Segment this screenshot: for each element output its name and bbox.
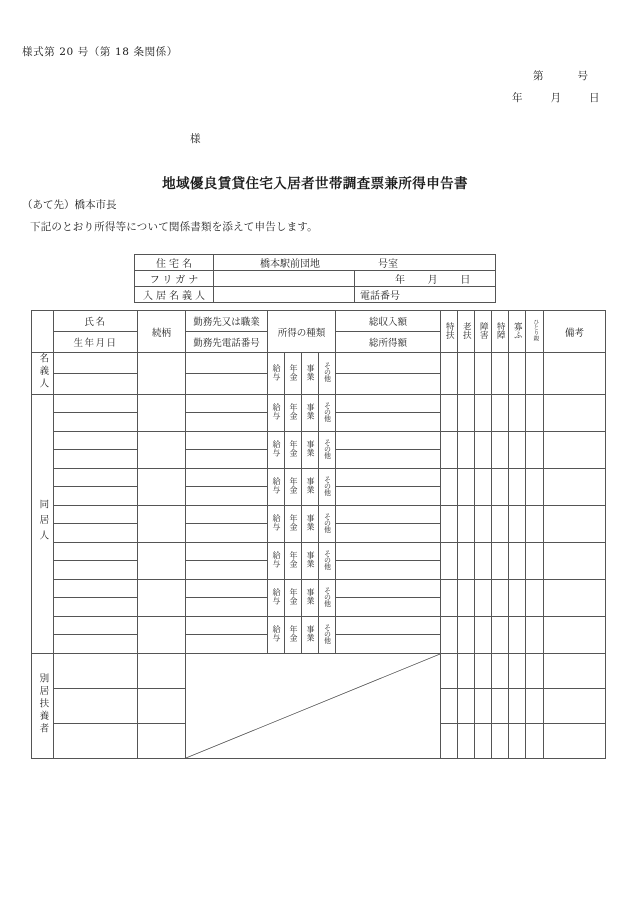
cell-roufu-bekkyo[interactable] xyxy=(458,688,475,723)
cell-roufu-bekkyo[interactable] xyxy=(458,723,475,758)
document-date-line xyxy=(512,90,600,105)
header-total-income: 総所得額 xyxy=(336,332,441,353)
group-label-meigi-nin: 名義人 xyxy=(32,353,54,395)
cell-tokufu-bekkyo[interactable] xyxy=(441,688,458,723)
cell-birthdate[interactable] xyxy=(54,598,138,617)
cell-kafu-bekkyo[interactable] xyxy=(509,653,526,688)
cell-work-phone[interactable] xyxy=(186,524,268,543)
furigana-input-cell[interactable] xyxy=(214,271,355,287)
table-row xyxy=(135,287,496,303)
cell-workplace[interactable] xyxy=(186,353,268,374)
cell-birthdate[interactable] xyxy=(54,561,138,580)
header-birthdate: 生年月日 xyxy=(54,332,138,353)
birthdate-input-cell[interactable] xyxy=(355,271,496,287)
cell-shougai[interactable] xyxy=(475,353,492,395)
header-income-kind: 所得の種類 xyxy=(268,311,336,353)
cell-name[interactable] xyxy=(54,542,138,561)
addressee-honorific: 様 xyxy=(190,133,201,145)
cell-hitorioya[interactable] xyxy=(526,394,544,431)
cell-name[interactable] xyxy=(54,616,138,635)
date-year-label: 年 xyxy=(512,92,523,104)
table-row xyxy=(32,394,606,413)
top-date-day-label: 日 xyxy=(460,275,471,286)
cell-gross-income[interactable] xyxy=(336,468,441,487)
cell-roufu[interactable] xyxy=(458,616,475,653)
cell-workplace[interactable] xyxy=(186,468,268,487)
page-title: 地域優良賃貸住宅入居者世帯調査票兼所得申告書 xyxy=(162,176,468,192)
top-date-month-label: 月 xyxy=(427,275,438,286)
table-row xyxy=(32,431,606,450)
cell-remarks[interactable] xyxy=(544,579,606,616)
cell-kafu[interactable] xyxy=(509,579,526,616)
addressed-to-line: （あて先）橋本市長 xyxy=(22,199,117,211)
cell-gross-income[interactable] xyxy=(336,579,441,598)
cell-work-phone[interactable] xyxy=(186,450,268,469)
date-day-label: 日 xyxy=(589,92,600,104)
header-work-phone: 勤務先電話番号 xyxy=(186,332,268,353)
cell-name[interactable] xyxy=(54,394,138,413)
cell-work-phone[interactable] xyxy=(186,413,268,432)
header-roufu: 老扶 xyxy=(458,311,475,353)
cell-tokufu[interactable] xyxy=(441,394,458,431)
cell-remarks[interactable] xyxy=(544,353,606,395)
cell-hitorioya[interactable] xyxy=(526,468,544,505)
date-month-label: 月 xyxy=(550,92,561,104)
cell-tokufu[interactable] xyxy=(441,468,458,505)
cell-birthdate[interactable] xyxy=(54,373,138,394)
cell-name[interactable] xyxy=(54,688,138,723)
dwelling-name-label: 住宅名 xyxy=(135,255,214,271)
income-kind-sonota[interactable]: その他 xyxy=(319,431,336,468)
cell-name[interactable] xyxy=(54,723,138,758)
cell-kafu[interactable] xyxy=(509,353,526,395)
cell-name[interactable] xyxy=(54,653,138,688)
cell-roufu[interactable] xyxy=(458,353,475,395)
cell-relation[interactable] xyxy=(138,653,186,688)
header-remarks: 備考 xyxy=(544,311,606,353)
struck-out-area xyxy=(186,653,441,758)
cell-kafu[interactable] xyxy=(509,468,526,505)
cell-tokufu[interactable] xyxy=(441,353,458,395)
cell-relation[interactable] xyxy=(138,542,186,579)
cell-shougai-bekkyo[interactable] xyxy=(475,688,492,723)
income-kind-kyuyo[interactable]: 給与 xyxy=(268,616,285,653)
cell-total-income[interactable] xyxy=(336,487,441,506)
income-kind-kyuyo[interactable]: 給与 xyxy=(268,505,285,542)
cell-tokushou[interactable] xyxy=(492,468,509,505)
header-relation: 続柄 xyxy=(138,311,186,353)
income-kind-kyuyo[interactable]: 給与 xyxy=(268,579,285,616)
cell-relation[interactable] xyxy=(138,505,186,542)
table-row xyxy=(135,255,496,271)
income-kind-jigyo[interactable]: 事業 xyxy=(302,394,319,431)
income-kind-nenkin[interactable]: 年金 xyxy=(285,394,302,431)
income-kind-kyuyo[interactable]: 給与 xyxy=(268,468,285,505)
table-row xyxy=(32,542,606,561)
cell-tokufu[interactable] xyxy=(441,579,458,616)
cell-relation[interactable] xyxy=(138,394,186,431)
cell-relation[interactable] xyxy=(138,579,186,616)
cell-workplace[interactable] xyxy=(186,542,268,561)
cell-workplace[interactable] xyxy=(186,394,268,413)
income-kind-nenkin[interactable]: 年金 xyxy=(285,431,302,468)
dwelling-name-value-cell[interactable] xyxy=(214,255,496,271)
dwelling-name-value: 橋本駅前団地 xyxy=(260,259,320,270)
cell-birthdate[interactable] xyxy=(54,635,138,654)
cell-tokushou[interactable] xyxy=(492,616,509,653)
cell-total-income[interactable] xyxy=(336,524,441,543)
cell-tokushou[interactable] xyxy=(492,431,509,468)
income-kind-sonota[interactable]: その他 xyxy=(319,394,336,431)
group-header-cell xyxy=(32,311,54,353)
form-number-label: 様式第 20 号（第 18 条関係） xyxy=(22,46,178,58)
income-kind-kyuyo[interactable]: 給与 xyxy=(268,353,285,395)
cell-hitorioya[interactable] xyxy=(526,542,544,579)
cell-roufu[interactable] xyxy=(458,505,475,542)
cell-kafu[interactable] xyxy=(509,616,526,653)
cell-kafu[interactable] xyxy=(509,505,526,542)
cell-gross-income[interactable] xyxy=(336,505,441,524)
cell-name[interactable] xyxy=(54,505,138,524)
cell-gross-income[interactable] xyxy=(336,616,441,635)
group-label-doukyo-nin: 同居人 xyxy=(32,394,54,653)
cell-total-income[interactable] xyxy=(336,635,441,654)
cell-gross-income[interactable] xyxy=(336,542,441,561)
cell-tokufu[interactable] xyxy=(441,616,458,653)
cell-kafu[interactable] xyxy=(509,431,526,468)
cell-relation[interactable] xyxy=(138,723,186,758)
cell-name[interactable] xyxy=(54,431,138,450)
phone-number-cell[interactable] xyxy=(355,287,496,303)
cell-shougai-bekkyo[interactable] xyxy=(475,723,492,758)
table-row xyxy=(32,468,606,487)
table-row xyxy=(135,271,496,287)
document-number-prefix: 第 xyxy=(533,70,544,82)
cell-roufu[interactable] xyxy=(458,394,475,431)
cell-tokushou[interactable] xyxy=(492,505,509,542)
cell-work-phone[interactable] xyxy=(186,635,268,654)
income-kind-nenkin[interactable]: 年金 xyxy=(285,542,302,579)
cell-work-phone[interactable] xyxy=(186,487,268,506)
income-kind-sonota[interactable]: その他 xyxy=(319,579,336,616)
cell-tokushou[interactable] xyxy=(492,353,509,395)
header-tokushou: 特障 xyxy=(492,311,509,353)
table-row xyxy=(32,505,606,524)
cell-kafu[interactable] xyxy=(509,542,526,579)
cell-roufu-bekkyo[interactable] xyxy=(458,653,475,688)
cell-hitorioya[interactable] xyxy=(526,616,544,653)
cell-tokushou-bekkyo[interactable] xyxy=(492,653,509,688)
cell-work-phone[interactable] xyxy=(186,373,268,394)
cell-total-income[interactable] xyxy=(336,450,441,469)
cell-roufu[interactable] xyxy=(458,431,475,468)
cell-remarks[interactable] xyxy=(544,468,606,505)
cell-tokufu[interactable] xyxy=(441,431,458,468)
income-kind-sonota[interactable]: その他 xyxy=(319,616,336,653)
resident-name-label: 入居名義人 xyxy=(135,287,214,303)
cell-work-phone[interactable] xyxy=(186,598,268,617)
cell-total-income[interactable] xyxy=(336,413,441,432)
document-number-line xyxy=(533,68,588,83)
cell-gross-income[interactable] xyxy=(336,353,441,374)
income-kind-jigyo[interactable]: 事業 xyxy=(302,542,319,579)
cell-total-income[interactable] xyxy=(336,598,441,617)
household-income-table xyxy=(31,310,606,759)
income-kind-nenkin[interactable]: 年金 xyxy=(285,468,302,505)
cell-relation[interactable] xyxy=(138,468,186,505)
cell-shougai[interactable] xyxy=(475,542,492,579)
cell-workplace[interactable] xyxy=(186,505,268,524)
cell-remarks[interactable] xyxy=(544,653,606,688)
cell-workplace[interactable] xyxy=(186,431,268,450)
income-kind-nenkin[interactable]: 年金 xyxy=(285,353,302,395)
cell-shougai[interactable] xyxy=(475,394,492,431)
cell-tokushou[interactable] xyxy=(492,542,509,579)
dwelling-info-table xyxy=(134,254,496,303)
header-workplace: 勤務先又は職業 xyxy=(186,311,268,332)
income-kind-kyuyo[interactable]: 給与 xyxy=(268,431,285,468)
cell-remarks[interactable] xyxy=(544,394,606,431)
income-kind-sonota[interactable]: その他 xyxy=(319,468,336,505)
cell-birthdate[interactable] xyxy=(54,450,138,469)
income-kind-kyuyo[interactable]: 給与 xyxy=(268,542,285,579)
cell-hitorioya[interactable] xyxy=(526,431,544,468)
cell-hitorioya-bekkyo[interactable] xyxy=(526,653,544,688)
header-kafu: 寡ふ xyxy=(509,311,526,353)
income-kind-jigyo[interactable]: 事業 xyxy=(302,431,319,468)
diagonal-strikeout-icon xyxy=(186,654,440,758)
income-kind-jigyo[interactable]: 事業 xyxy=(302,468,319,505)
cell-total-income[interactable] xyxy=(336,561,441,580)
phone-number-label: 電話番号 xyxy=(360,291,400,302)
cell-hitorioya[interactable] xyxy=(526,505,544,542)
table-row xyxy=(32,353,606,374)
top-date-year-label: 年 xyxy=(395,275,405,286)
cell-remarks[interactable] xyxy=(544,616,606,653)
group-label-bekkyo-fuyousha: 別居扶養者 xyxy=(32,653,54,758)
cell-roufu[interactable] xyxy=(458,468,475,505)
cell-hitorioya[interactable] xyxy=(526,579,544,616)
cell-roufu[interactable] xyxy=(458,579,475,616)
cell-remarks[interactable] xyxy=(544,542,606,579)
income-kind-kyuyo[interactable]: 給与 xyxy=(268,394,285,431)
cell-shougai[interactable] xyxy=(475,579,492,616)
cell-tokufu[interactable] xyxy=(441,505,458,542)
income-kind-jigyo[interactable]: 事業 xyxy=(302,505,319,542)
document-number-suffix: 号 xyxy=(577,70,588,82)
cell-kafu-bekkyo[interactable] xyxy=(509,723,526,758)
cell-roufu[interactable] xyxy=(458,542,475,579)
cell-shougai[interactable] xyxy=(475,616,492,653)
cell-hitorioya-bekkyo[interactable] xyxy=(526,723,544,758)
cell-kafu[interactable] xyxy=(509,394,526,431)
header-shougai: 障害 xyxy=(475,311,492,353)
income-kind-jigyo[interactable]: 事業 xyxy=(302,616,319,653)
cell-remarks[interactable] xyxy=(544,431,606,468)
cell-tokushou-bekkyo[interactable] xyxy=(492,688,509,723)
cell-shougai[interactable] xyxy=(475,468,492,505)
cell-name[interactable] xyxy=(54,468,138,487)
table-row xyxy=(32,579,606,598)
income-kind-nenkin[interactable]: 年金 xyxy=(285,505,302,542)
cell-tokufu[interactable] xyxy=(441,542,458,579)
income-kind-nenkin[interactable]: 年金 xyxy=(285,579,302,616)
resident-name-input-cell[interactable] xyxy=(214,287,355,303)
cell-name[interactable] xyxy=(54,353,138,374)
cell-total-income[interactable] xyxy=(336,373,441,394)
cell-kafu-bekkyo[interactable] xyxy=(509,688,526,723)
cell-tokufu-bekkyo[interactable] xyxy=(441,723,458,758)
cell-workplace[interactable] xyxy=(186,616,268,635)
income-kind-nenkin[interactable]: 年金 xyxy=(285,616,302,653)
cell-name[interactable] xyxy=(54,579,138,598)
cell-relation[interactable] xyxy=(138,688,186,723)
cell-remarks[interactable] xyxy=(544,688,606,723)
cell-relation[interactable] xyxy=(138,616,186,653)
income-kind-sonota[interactable]: その他 xyxy=(319,505,336,542)
cell-gross-income[interactable] xyxy=(336,394,441,413)
cell-gross-income[interactable] xyxy=(336,431,441,450)
table-row xyxy=(32,653,606,688)
cell-shougai[interactable] xyxy=(475,505,492,542)
cell-tokushou[interactable] xyxy=(492,579,509,616)
income-kind-sonota[interactable]: その他 xyxy=(319,353,336,395)
room-number-label: 号室 xyxy=(378,259,398,270)
furigana-label: フリガナ xyxy=(135,271,214,287)
cell-shougai-bekkyo[interactable] xyxy=(475,653,492,688)
header-hitorioya: ひとり親 xyxy=(526,311,544,353)
cell-remarks[interactable] xyxy=(544,505,606,542)
cell-workplace[interactable] xyxy=(186,579,268,598)
table-header-row xyxy=(32,311,606,332)
cell-birthdate[interactable] xyxy=(54,413,138,432)
cell-birthdate[interactable] xyxy=(54,524,138,543)
header-gross-income: 総収入額 xyxy=(336,311,441,332)
cell-shougai[interactable] xyxy=(475,431,492,468)
cell-remarks[interactable] xyxy=(544,723,606,758)
cell-relation[interactable] xyxy=(138,431,186,468)
cell-tokushou[interactable] xyxy=(492,394,509,431)
cell-work-phone[interactable] xyxy=(186,561,268,580)
income-kind-jigyo[interactable]: 事業 xyxy=(302,353,319,395)
income-kind-sonota[interactable]: その他 xyxy=(319,542,336,579)
intro-statement: 下記のとおり所得等について関係書類を添えて申告します。 xyxy=(30,221,318,233)
table-row xyxy=(32,616,606,635)
cell-birthdate[interactable] xyxy=(54,487,138,506)
cell-relation[interactable] xyxy=(138,353,186,395)
cell-hitorioya[interactable] xyxy=(526,353,544,395)
cell-tokufu-bekkyo[interactable] xyxy=(441,653,458,688)
header-tokufu: 特扶 xyxy=(441,311,458,353)
income-kind-jigyo[interactable]: 事業 xyxy=(302,579,319,616)
header-name: 氏名 xyxy=(54,311,138,332)
cell-tokushou-bekkyo[interactable] xyxy=(492,723,509,758)
cell-hitorioya-bekkyo[interactable] xyxy=(526,688,544,723)
